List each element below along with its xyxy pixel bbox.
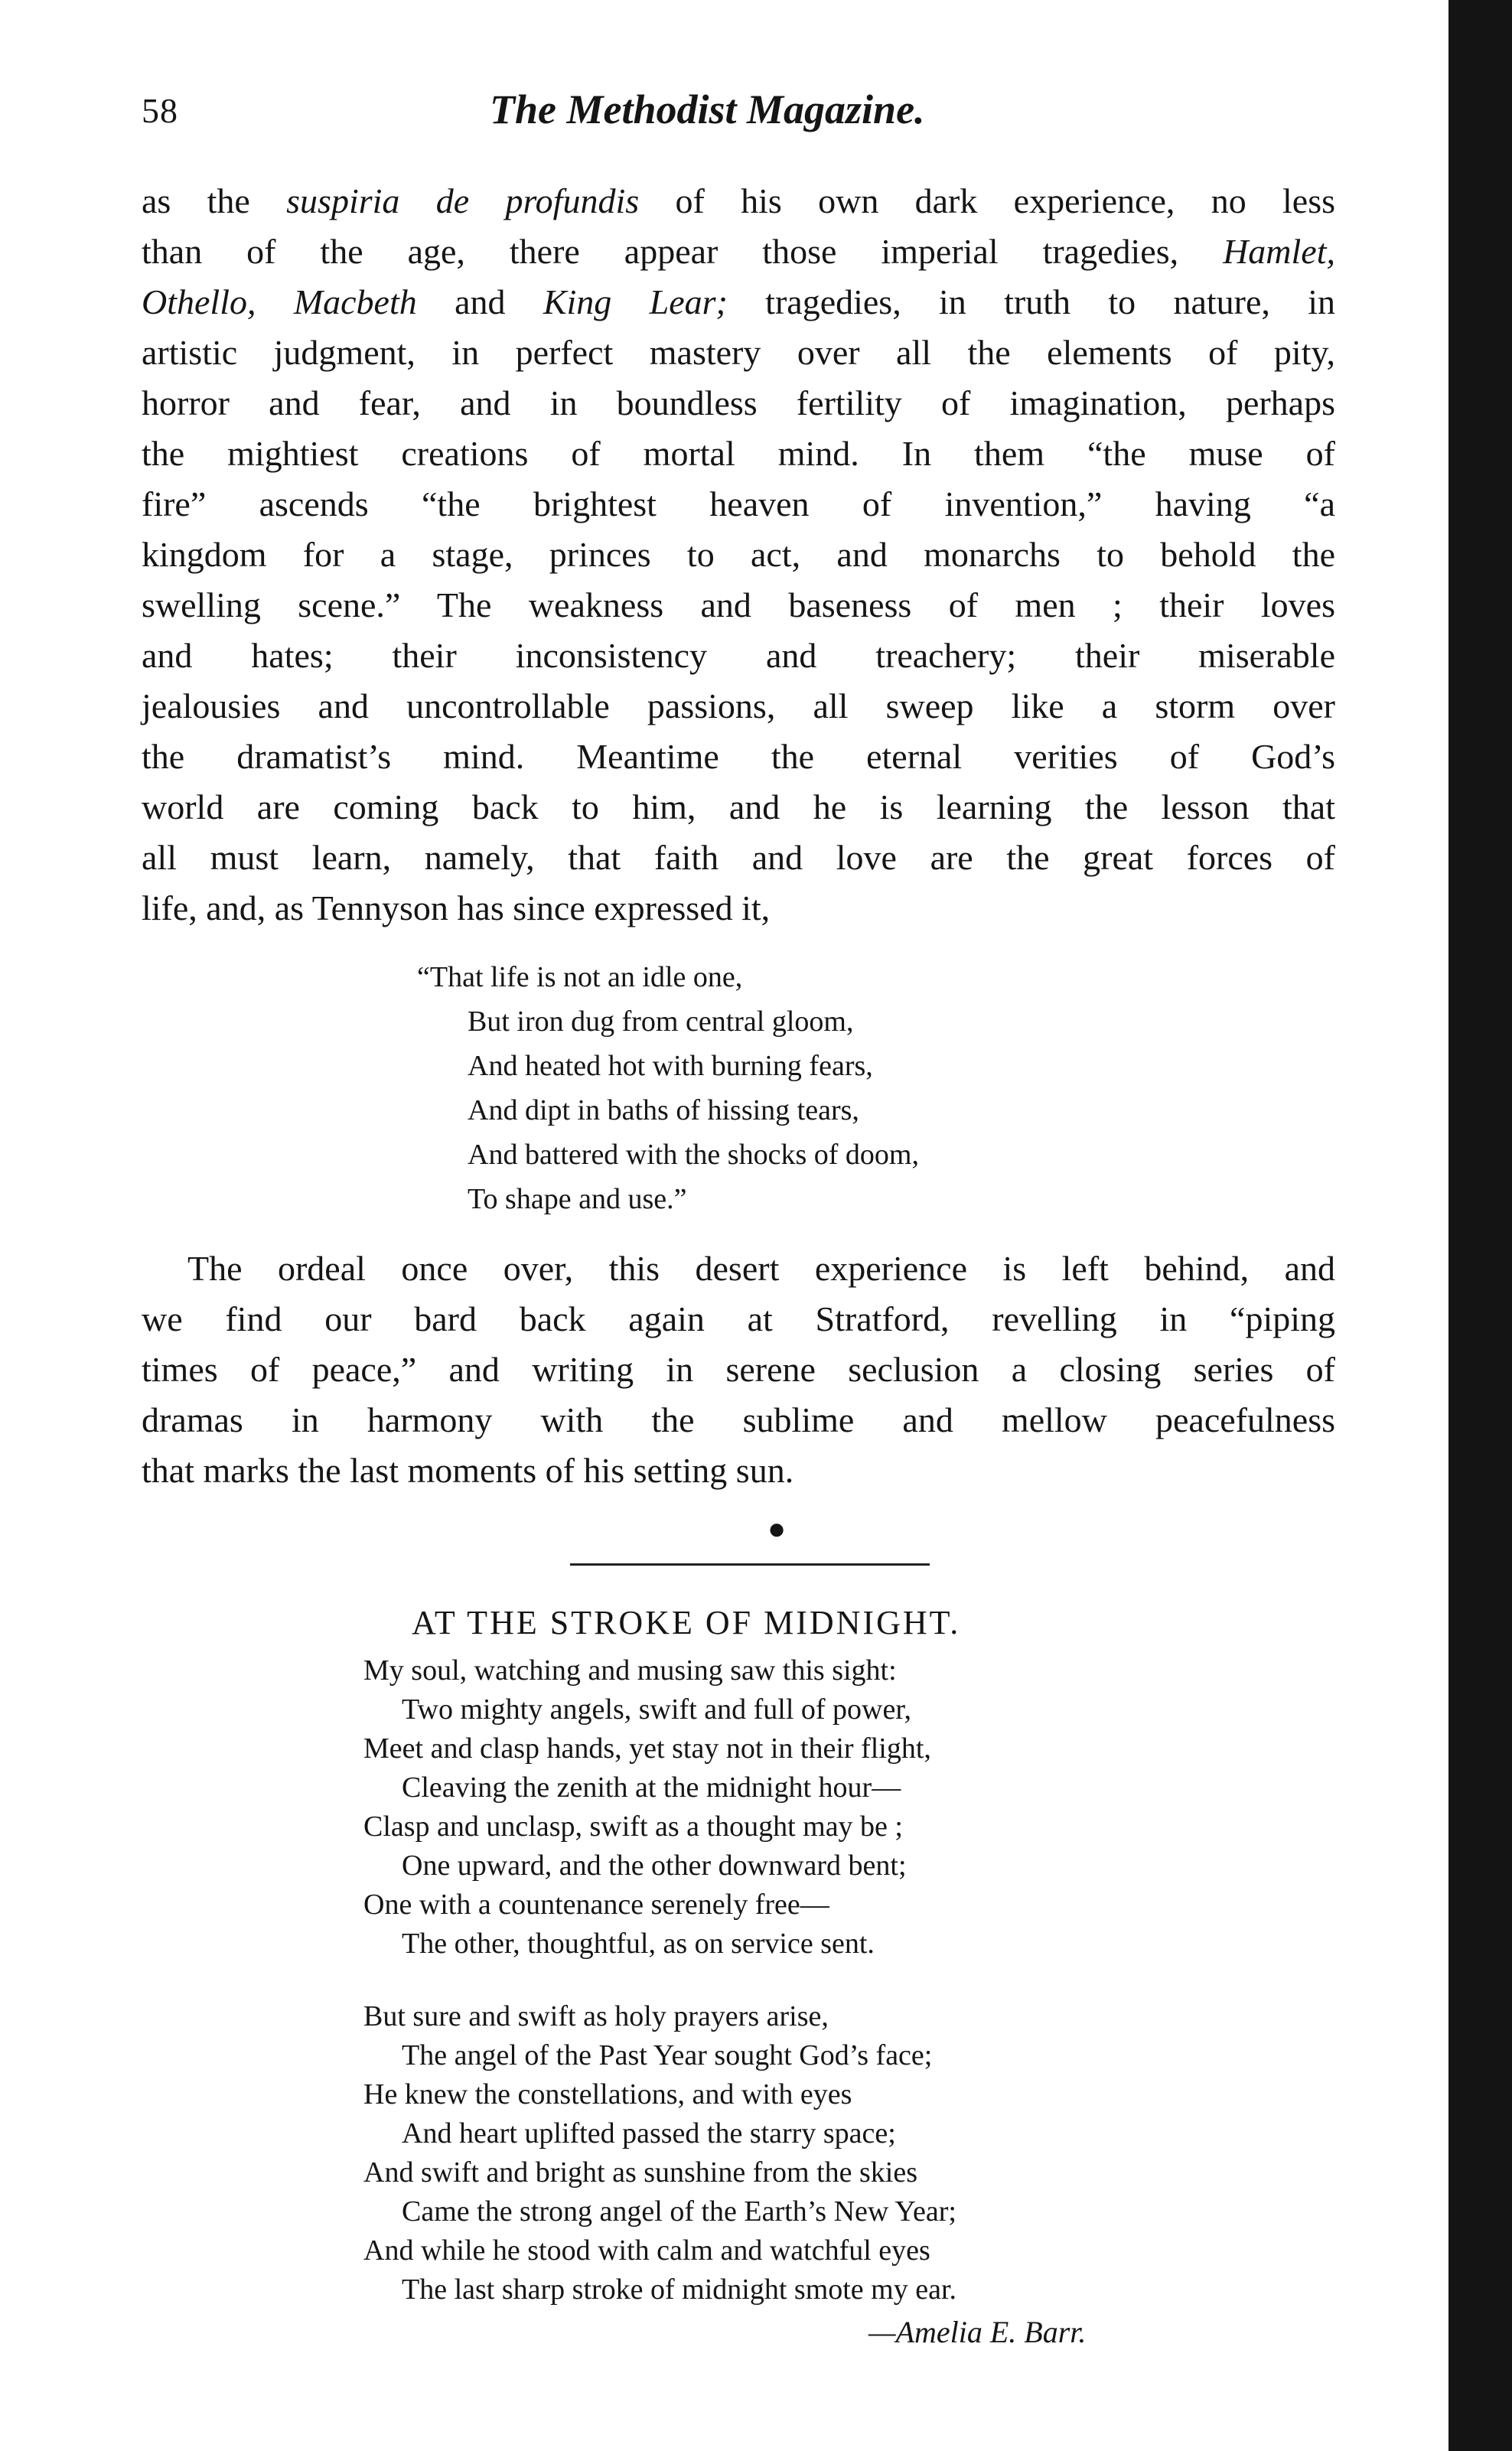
quote-line: And battered with the shocks of doom, bbox=[468, 1139, 919, 1171]
page-number: 58 bbox=[142, 91, 178, 130]
poem-line: And heart uplifted passed the starry space; bbox=[402, 2117, 896, 2150]
ornament-dot: ● bbox=[767, 1511, 787, 1546]
poem-title: AT THE STROKE OF MIDNIGHT. bbox=[412, 1604, 961, 1641]
poem-line: And swift and bright as sunshine from the skies bbox=[363, 2156, 918, 2189]
quote-line: To shape and use.” bbox=[468, 1183, 687, 1215]
poem-line: He knew the constellations, and with eyes bbox=[363, 2078, 852, 2110]
italic-title: Othello, Macbeth bbox=[142, 282, 417, 321]
paragraph-stratford bbox=[142, 1243, 1335, 1496]
text-line: swelling scene.” The weakness and baseness of men ; their loves bbox=[142, 585, 1335, 624]
poem-line: One with a countenance serenely free— bbox=[363, 1889, 829, 1921]
text-line: as the suspiria de profundis of his own dark experience, no less bbox=[142, 181, 1336, 220]
italic-title: suspiria de profundis bbox=[286, 181, 640, 220]
poem-stanza-2 bbox=[363, 1997, 1220, 2309]
poem-line: And while he stood with calm and watchful eyes bbox=[363, 2234, 930, 2267]
text-line: we find our bard back again at Stratford, revelling in “piping bbox=[142, 1299, 1335, 1338]
tennyson-quotation bbox=[417, 955, 1106, 1221]
italic-title: King Lear; bbox=[543, 282, 728, 321]
text-line: the dramatist’s mind. Meantime the eternal verities of God’s bbox=[142, 737, 1335, 776]
text-line: dramas in harmony with the sublime and mellow peacefulness bbox=[142, 1400, 1335, 1439]
poem-line: Meet and clasp hands, yet stay not in their flight, bbox=[363, 1732, 931, 1765]
text-line: artistic judgment, in perfect mastery over all the elements of pity, bbox=[142, 333, 1335, 372]
text-line: times of peace,” and writing in serene seclusion a closing series of bbox=[142, 1350, 1335, 1389]
poem-line: The other, thoughtful, as on service sent. bbox=[402, 1928, 875, 1960]
page-binding-edge bbox=[1448, 0, 1512, 2451]
section-divider bbox=[570, 1563, 930, 1566]
text-line: life, and, as Tennyson has since expressed it, bbox=[142, 888, 771, 927]
paragraph-shakespeare-tragedies bbox=[142, 176, 1335, 934]
running-title: The Methodist Magazine. bbox=[490, 86, 925, 132]
italic-title: Hamlet, bbox=[1223, 232, 1335, 271]
text-line: kingdom for a stage, princes to act, and monarchs to behold the bbox=[142, 535, 1335, 574]
poem-line: The angel of the Past Year sought God’s face; bbox=[402, 2039, 933, 2071]
poem-stanza-1 bbox=[363, 1651, 1220, 1964]
text-line: horror and fear, and in boundless fertility of imagination, perhaps bbox=[142, 383, 1335, 422]
poem-line: Cleaving the zenith at the midnight hour— bbox=[402, 1771, 901, 1804]
text-line: The ordeal once over, this desert experience is left behind, and bbox=[187, 1249, 1335, 1288]
text-line: world are coming back to him, and he is learning the lesson that bbox=[142, 787, 1335, 826]
text-line: and hates; their inconsistency and treachery; their miserable bbox=[142, 636, 1335, 675]
poem-line: My soul, watching and musing saw this sight: bbox=[363, 1654, 897, 1687]
quote-line: “That life is not an idle one, bbox=[417, 961, 743, 993]
text-line: jealousies and uncontrollable passions, all sweep like a storm over bbox=[142, 686, 1335, 725]
text-line: that marks the last moments of his setting sun. bbox=[142, 1451, 794, 1490]
text-line: all must learn, namely, that faith and love are the great forces of bbox=[142, 838, 1335, 877]
text-line: fire” ascends “the brightest heaven of invention,” having “a bbox=[142, 484, 1335, 523]
poem-line: Came the strong angel of the Earth’s New Year; bbox=[402, 2195, 956, 2228]
quote-line: But iron dug from central gloom, bbox=[468, 1005, 854, 1038]
text-line: than of the age, there appear those imperial tragedies, Hamlet, bbox=[142, 232, 1335, 271]
text-line: the mightiest creations of mortal mind. In them “the muse of bbox=[142, 434, 1335, 473]
poem-attribution: —Amelia E. Barr. bbox=[868, 2315, 1087, 2349]
poem-line: One upward, and the other downward bent; bbox=[402, 1850, 907, 1882]
poem-line: But sure and swift as holy prayers arise, bbox=[363, 2000, 829, 2032]
quote-line: And heated hot with burning fears, bbox=[468, 1050, 873, 1082]
poem-line: The last sharp stroke of midnight smote my ear. bbox=[402, 2273, 957, 2306]
text-line: Othello, Macbeth and King Lear; tragedies, in truth to nature, in bbox=[142, 282, 1335, 321]
poem-line: Two mighty angels, swift and full of power, bbox=[402, 1693, 911, 1726]
quote-line: And dipt in baths of hissing tears, bbox=[468, 1094, 859, 1126]
poem-line: Clasp and unclasp, swift as a thought may be ; bbox=[363, 1811, 903, 1843]
